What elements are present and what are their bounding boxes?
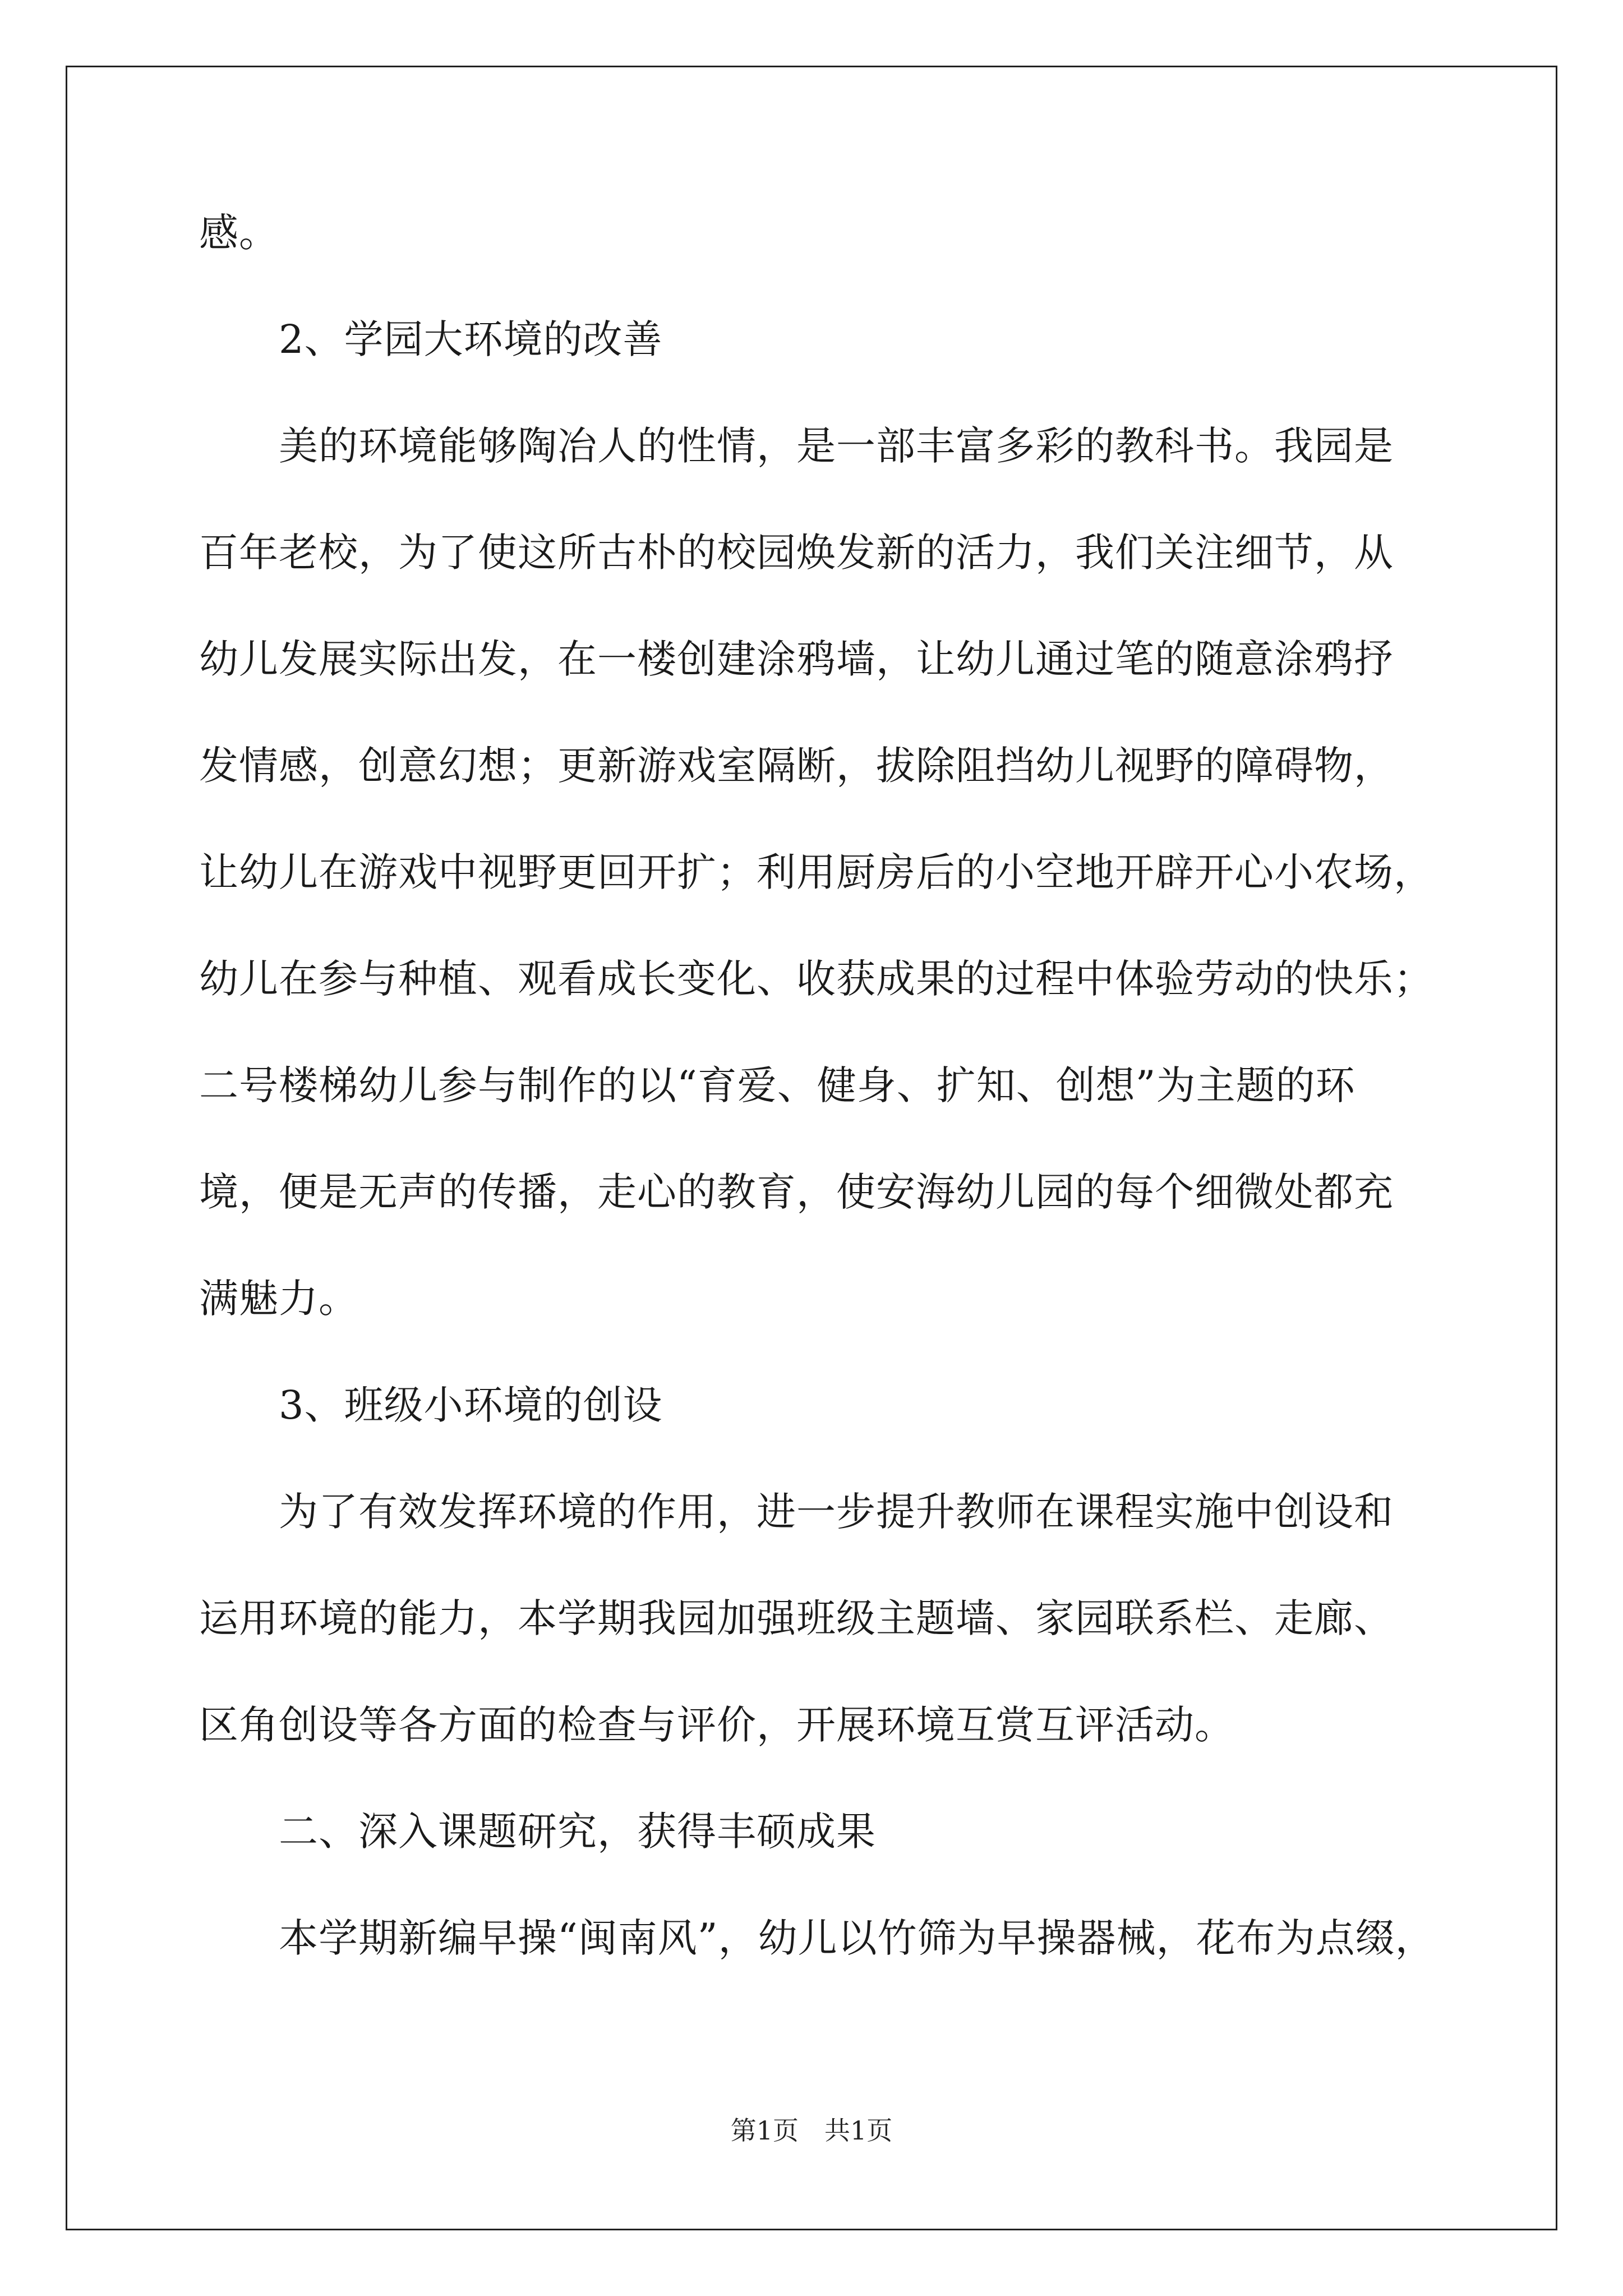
text-line: 百年老校，为了使这所古朴的校园焕发新的活力，我们关注细节，从 xyxy=(199,530,1394,576)
section-heading: 2、学园大环境的改善 xyxy=(199,316,663,362)
text-line: 境，便是无声的传播，走心的教育，使安海幼儿园的每个细微处都充 xyxy=(199,1169,1394,1215)
text-line: 满魅力。 xyxy=(199,1276,358,1322)
section-heading: 二、深入课题研究，获得丰硕成果 xyxy=(199,1809,876,1855)
section-heading: 3、班级小环境的创设 xyxy=(199,1382,663,1428)
text-line: 感。 xyxy=(199,210,279,256)
text-line: 发情感，创意幻想；更新游戏室隔断，拔除阻挡幼儿视野的障碍物， xyxy=(199,743,1394,789)
text-line: 本学期新编早操“闽南风”，幼儿以竹筛为早操器械，花布为点缀， xyxy=(199,1915,1435,1961)
text-line: 二号楼梯幼儿参与制作的以“育爱、健身、扩知、创想”为主题的环 xyxy=(199,1062,1355,1108)
text-line: 幼儿在参与种植、观看成长变化、收获成果的过程中体验劳动的快乐； xyxy=(199,956,1433,1002)
text-line: 幼儿发展实际出发，在一楼创建涂鸦墙，让幼儿通过笔的随意涂鸦抒 xyxy=(199,636,1394,682)
text-line: 美的环境能够陶冶人的性情，是一部丰富多彩的教科书。我园是 xyxy=(199,423,1394,469)
text-line: 区角创设等各方面的检查与评价，开展环境互赏互评活动。 xyxy=(199,1702,1234,1748)
text-line: 运用环境的能力，本学期我园加强班级主题墙、家园联系栏、走廊、 xyxy=(199,1595,1394,1641)
text-line: 让幼儿在游戏中视野更回开扩；利用厨房后的小空地开辟开心小农场， xyxy=(199,849,1433,895)
text-line: 为了有效发挥环境的作用，进一步提升教师在课程实施中创设和 xyxy=(199,1489,1394,1535)
page-border xyxy=(66,66,1557,2230)
page-number-footer: 第1页 共1页 xyxy=(730,2115,893,2146)
